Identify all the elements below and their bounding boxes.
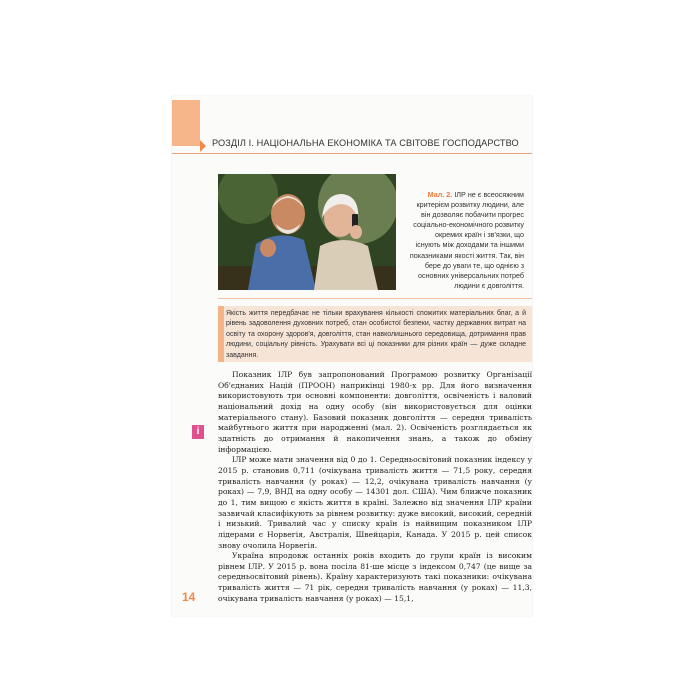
figure-caption-text: ІЛР не є всеосяжним критерієм розвитку людини, але він дозволяє побачити прогрес соціально-економічного розвитку окремих країн і зв'язки, що існують між доходами та іншими показниками якості життя. Так, він бере до уваги те, що однією з основних універсальних потреб людини є довголіття. bbox=[409, 190, 524, 290]
paragraph: ІЛР може мати значення від 0 до 1. Середньосвітовий показник індексу у 2015 р. становив 0,711 (очікувана тривалість життя — 71,5 року, середня тривалість навчання (у роках) — 12,2, очікувана тривалість навчання (у роках) — 7,9, ВНД на одну особу — 14301 дол. США). Чим ближче показник до 1, тим вищою є якість життя в країні. Залежно від значення ІЛР країни зазвичай класифікують за рівнем розвитку: дуже високий, високий, середній і низький. Тривалий час у списку країн із найвищим показником ІЛР лідерами є Норвегія, Австралія, Швейцарія, Канада. У 2015 р. цей список знову очолила Норвегія. bbox=[218, 455, 532, 550]
chapter-tab bbox=[172, 100, 200, 146]
photo-illustration bbox=[218, 174, 396, 290]
elderly-couple-photo bbox=[218, 174, 396, 290]
info-icon: i bbox=[192, 425, 204, 439]
page-number: 14 bbox=[182, 590, 196, 604]
figure-caption bbox=[408, 190, 524, 291]
section-divider bbox=[218, 298, 532, 299]
figure-label: Мал. 2. bbox=[427, 190, 453, 199]
paragraph: Показник ІЛР був запропонований Програмою розвитку Організації Об'єднаних Націй (ПРООН) наприкінці 1980-х рр. Для його визначення використовують три основні компоненти: довголіття, освіченість і валовий національний дохід на одну особу (він використовується для оцінки матеріального стану). Базовий показник довголіття — середня тривалість майбутнього життя при народженні (мал. 2). Освіченість розглядається як здатність до отримання й накопичення знань, а також до обміну інформацією. bbox=[218, 370, 532, 454]
chapter-title: РОЗДІЛ І. НАЦІОНАЛЬНА ЕКОНОМІКА ТА СВІТОВЕ ГОСПОДАРСТВО bbox=[212, 138, 519, 148]
paragraph: Україна впродовж останніх років входить до групи країн із високим рівнем ІЛР. У 2015 р. вона посіла 81-ше місце з індексом 0,747 (це вище за середньосвітовий рівень). Країну характеризують такі показники: очікувана тривалість життя — 71 рік, середня тривалість навчання (у роках) — 11,3, очікувана тривалість навчання (у роках) — 15,1, bbox=[218, 551, 532, 603]
main-text bbox=[218, 370, 532, 604]
highlight-text: Якість життя передбачає не тільки врахування кількості спожитих матеріальних благ, а й рівень задоволення духовних потреб, стан особистої безпеки, частку державних витрат на освіту та охорону здоров'я, довголіття, стан навколишнього середовища, дотримання прав людини, соціальну рівність. Урахувати всі ці показники для різних країн — дуже складне завдання. bbox=[226, 310, 526, 359]
header-divider bbox=[172, 153, 532, 154]
